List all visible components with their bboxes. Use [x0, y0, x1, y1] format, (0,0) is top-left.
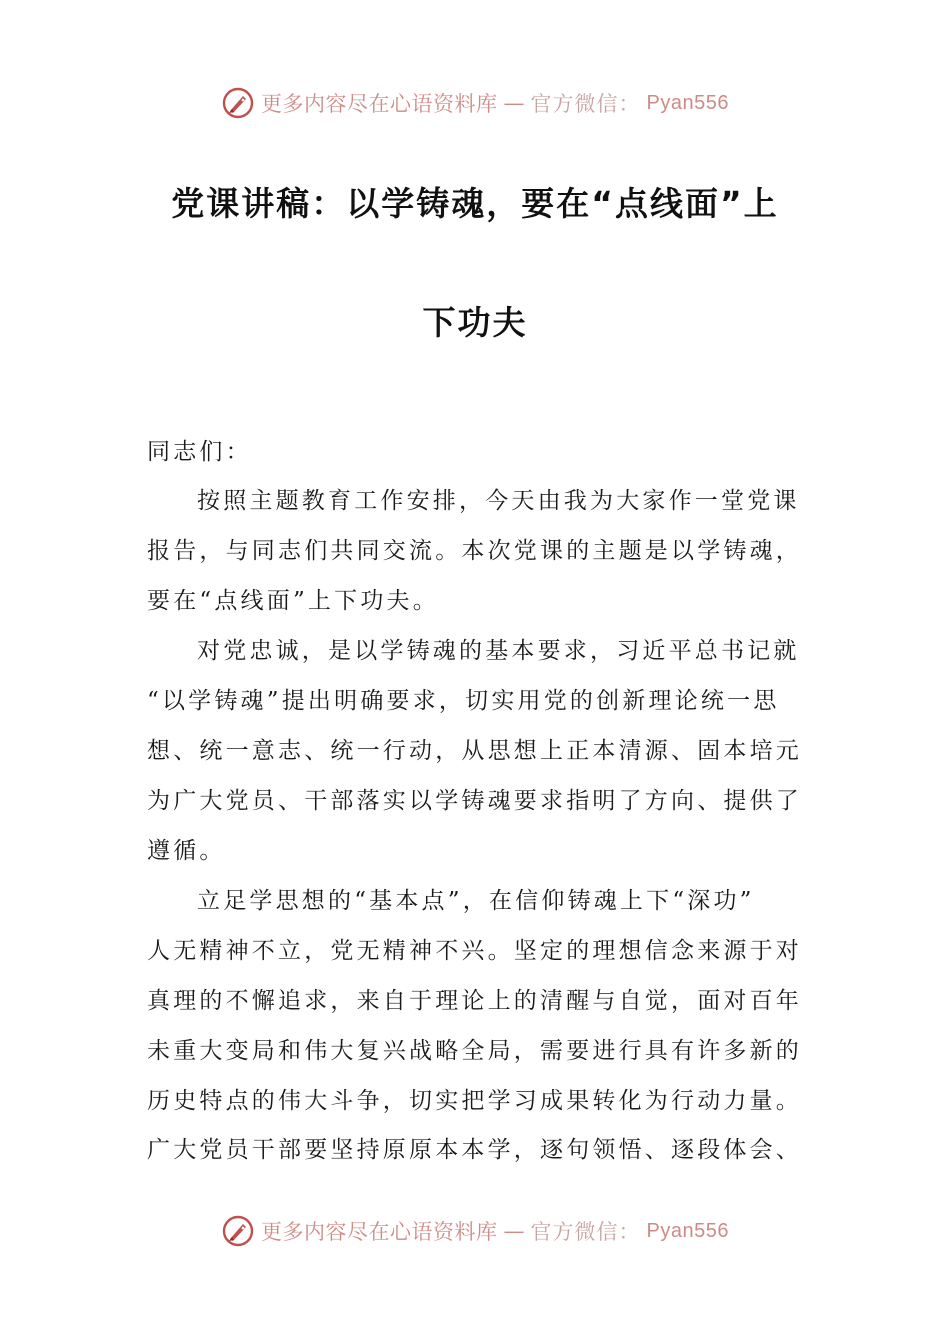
body-line: 未重大变局和伟大复兴战略全局，需要进行具有许多新的: [147, 1038, 802, 1064]
banner-wechat-label: 官方微信：: [530, 1220, 641, 1244]
banner-separator: —: [503, 91, 525, 115]
body-line: 真理的不懈追求，来自于理论上的清醒与自觉，面对百年: [147, 988, 802, 1014]
body-line: 人无精神不立，党无精神不兴。坚定的理想信念来源于对: [147, 938, 802, 964]
body-line: 立足学思想的“基本点”，在信仰铸魂上下“深功”: [197, 888, 755, 914]
document-title-line-2: 下功夫: [422, 303, 528, 342]
body-line: 历史特点的伟大斗争，切实把学习成果转化为行动力量。: [147, 1088, 802, 1114]
body-line: 广大党员干部要坚持原原本本学，逐句领悟、逐段体会、: [147, 1137, 802, 1163]
pen-nib-logo-icon: [221, 1214, 255, 1248]
body-line: 遵循。: [147, 838, 226, 864]
body-line: 报告，与同志们共同交流。本次党课的主题是以学铸魂，: [147, 538, 802, 564]
body-line: 为广大党员、干部落实以学铸魂要求指明了方向、提供了: [147, 788, 802, 814]
pen-nib-logo-icon: [221, 86, 255, 120]
body-line: 按照主题教育工作安排，今天由我为大家作一堂党课: [197, 488, 800, 514]
body-line: 要在“点线面”上下功夫。: [147, 588, 439, 614]
document-title-line-1: 党课讲稿：以学铸魂，要在“点线面”上: [171, 184, 779, 223]
footer-watermark-banner: [0, 1211, 950, 1251]
salutation: 同志们：: [147, 439, 252, 465]
body-line: 对党忠诚，是以学铸魂的基本要求，习近平总书记就: [197, 638, 800, 664]
banner-site-name: 更多内容尽在心语资料库: [261, 92, 498, 116]
body-line: 想、统一意志、统一行动，从思想上正本清源、固本培元: [147, 738, 802, 764]
banner-account: Pyan556: [646, 1219, 729, 1242]
banner-wechat-label: 官方微信：: [530, 92, 641, 116]
banner-site-name: 更多内容尽在心语资料库: [261, 1220, 498, 1244]
header-watermark-banner: [0, 83, 950, 123]
banner-account: Pyan556: [646, 91, 729, 114]
body-line: “以学铸魂”提出明确要求，切实用党的创新理论统一思: [147, 688, 780, 714]
banner-separator: —: [503, 1219, 525, 1243]
